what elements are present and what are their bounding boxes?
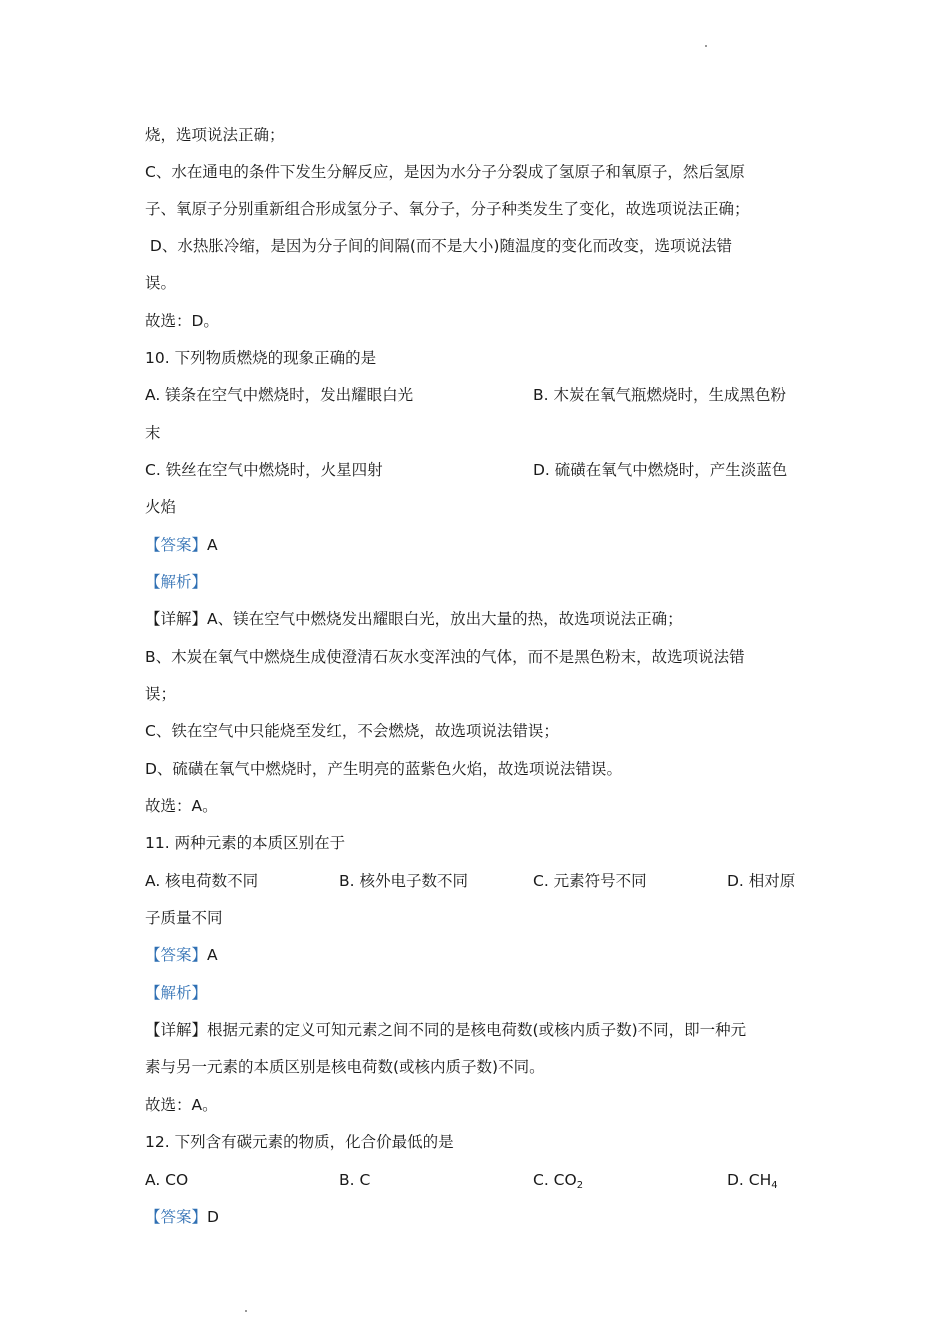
option-continuation: 火焰 — [145, 498, 177, 516]
detail-line: 误； — [145, 685, 177, 703]
detail-line: C、铁在空气中只能烧至发红，不会燃烧，故选项说法错误； — [145, 722, 559, 740]
detail-text: 根据元素的定义可知元素之间不同的是核电荷数(或核内质子数)不同，即一种元 — [207, 1021, 747, 1039]
detail-line — [145, 1020, 810, 1040]
analysis-label: 【解析】 — [145, 984, 208, 1002]
subscript: 2 — [576, 1180, 584, 1191]
subscript: 4 — [771, 1180, 778, 1191]
option-continuation: 末 — [145, 424, 161, 442]
option-c-text: C. CO — [533, 1171, 577, 1189]
answer-value: A — [207, 536, 218, 554]
question-stem: 12. 下列含有碳元素的物质，化合价最低的是 — [145, 1133, 454, 1151]
answer-line — [145, 535, 810, 555]
question-stem: 10. 下列物质燃烧的现象正确的是 — [145, 349, 377, 367]
option-c: C. 元素符号不同 — [533, 872, 647, 890]
scan-mark — [705, 45, 707, 47]
analysis-label: 【解析】 — [145, 573, 208, 591]
option-c: C. 铁丝在空气中燃烧时，火星四射 — [145, 461, 383, 479]
conclusion: 故选：A。 — [145, 1096, 218, 1114]
answer-label: 【答案】 — [145, 946, 208, 964]
option-d-text: D. CH — [727, 1171, 772, 1189]
answer-label: 【答案】 — [145, 536, 208, 554]
option-a: A. 镁条在空气中燃烧时，发出耀眼白光 — [145, 386, 414, 404]
scan-mark — [245, 1310, 247, 1312]
text-line: D、水热胀冷缩，是因为分子间的间隔(而不是大小)随温度的变化而改变，选项说法错 — [145, 237, 732, 255]
option-a: A. CO — [145, 1171, 189, 1189]
detail-text: A、镁在空气中燃烧发出耀眼白光，放出大量的热，故选项说法正确； — [207, 610, 683, 628]
answer-value: A — [207, 946, 218, 964]
option-d: D. 相对原 — [727, 872, 796, 890]
option-continuation: 子质量不同 — [145, 909, 223, 927]
text-line: 误。 — [145, 274, 177, 292]
detail-line: B、木炭在氧气中燃烧生成使澄清石灰水变浑浊的气体，而不是黑色粉末，故选项说法错 — [145, 648, 745, 666]
option-b: B. 木炭在氧气瓶燃烧时，生成黑色粉 — [533, 386, 786, 404]
text-line: 子、氧原子分别重新组合形成氢分子、氧分子，分子种类发生了变化，故选项说法正确； — [145, 200, 750, 218]
detail-label: 【详解】 — [145, 1021, 208, 1039]
option-a: A. 核电荷数不同 — [145, 872, 259, 890]
text-line: C、水在通电的条件下发生分解反应，是因为水分子分裂成了氢原子和氧原子，然后氢原 — [145, 163, 745, 181]
text-line: 故选：D。 — [145, 312, 219, 330]
conclusion: 故选：A。 — [145, 797, 218, 815]
answer-value: D — [207, 1208, 219, 1226]
text-line: 烧，选项说法正确； — [145, 126, 285, 144]
detail-line — [145, 609, 810, 629]
detail-label: 【详解】 — [145, 610, 208, 628]
answer-label: 【答案】 — [145, 1208, 208, 1226]
option-b: B. 核外电子数不同 — [339, 872, 468, 890]
detail-line: D、硫磺在氧气中燃烧时，产生明亮的蓝紫色火焰，故选项说法错误。 — [145, 760, 622, 778]
option-b: B. C — [339, 1171, 371, 1189]
option-c — [533, 1170, 583, 1190]
option-d: D. 硫磺在氧气中燃烧时，产生淡蓝色 — [533, 461, 788, 479]
detail-line: 素与另一元素的本质区别是核电荷数(或核内质子数)不同。 — [145, 1058, 545, 1076]
question-stem: 11. 两种元素的本质区别在于 — [145, 834, 346, 852]
answer-line — [145, 1207, 810, 1227]
option-d — [727, 1170, 778, 1190]
answer-line — [145, 945, 810, 965]
